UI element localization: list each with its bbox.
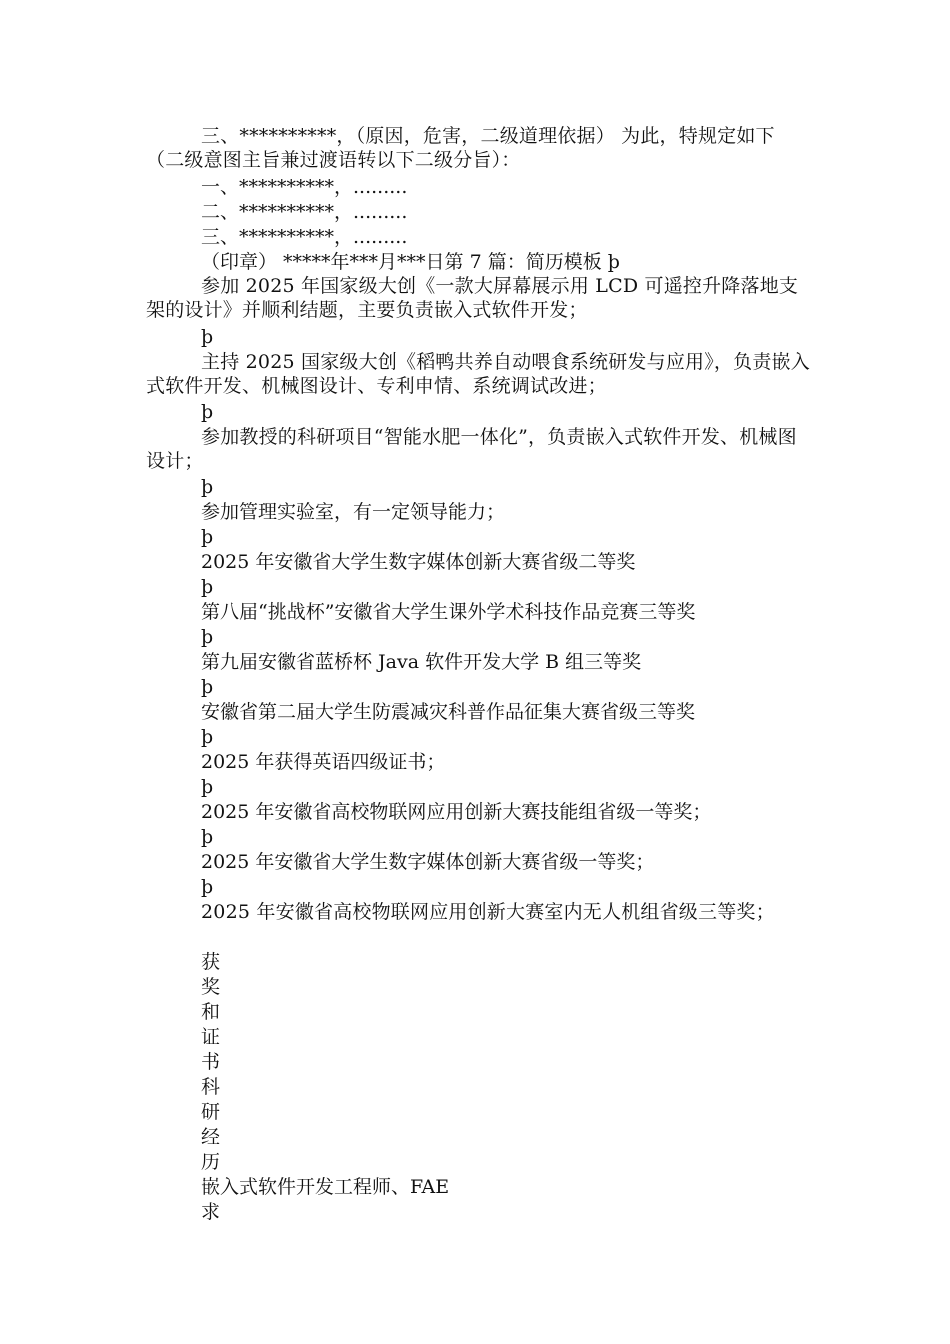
entry-lab: 参加管理实验室，有一定领导能力； <box>201 501 506 523</box>
bullet-marker: þ <box>201 626 214 648</box>
sub-item-3: 三、**********，......... <box>201 226 408 248</box>
vertical-char: 科 <box>201 1076 221 1098</box>
entry-award-5: 2025 年安徽省高校物联网应用创新大赛技能组省级一等奖； <box>201 801 712 823</box>
bullet-marker: þ <box>201 826 214 848</box>
bullet-marker: þ <box>201 726 214 748</box>
bullet-marker: þ <box>201 776 214 798</box>
entry-award-6: 2025 年安徽省大学生数字媒体创新大赛省级一等奖； <box>201 851 655 873</box>
bullet-marker: þ <box>201 676 214 698</box>
vertical-char: 证 <box>201 1026 221 1048</box>
entry-project-2: 主持 2025 国家级大创《稻鸭共养自动喂食系统研发与应用》，负责嵌入式软件开发、机械图设计、专利申情、系统调试改进； <box>146 351 810 397</box>
intro-paragraph: 三、**********，（原因，危害，二级道理依据） 为此，特规定如下（二级意图主旨兼过渡语转以下二级分旨）： <box>146 125 775 171</box>
entry-award-1: 2025 年安徽省大学生数字媒体创新大赛省级二等奖 <box>201 551 636 573</box>
vertical-char: 奖 <box>201 976 221 998</box>
vertical-char: 历 <box>201 1151 221 1173</box>
entry-certificate: 2025 年获得英语四级证书； <box>201 751 446 773</box>
entry-award-7: 2025 年安徽省高校物联网应用创新大赛室内无人机组省级三等奖； <box>201 901 775 923</box>
bullet-marker: þ <box>201 401 214 423</box>
bullet-marker: þ <box>201 576 214 598</box>
entry-award-2: 第八届“挑战杯”安徽省大学生课外学术科技作品竞赛三等奖 <box>201 601 696 623</box>
seal-line: （印章） *****年***月***日第 7 篇：简历模板 þ <box>201 251 620 273</box>
bullet-marker: þ <box>201 326 214 348</box>
entry-project-3: 参加教授的科研项目“智能水肥一体化”，负责嵌入式软件开发、机械图设计； <box>146 426 797 472</box>
bullet-marker: þ <box>201 476 214 498</box>
sub-item-1: 一、**********，......... <box>201 176 408 198</box>
entry-award-4: 安徽省第二届大学生防震减灾科普作品征集大赛省级三等奖 <box>201 701 696 723</box>
sub-item-2: 二、**********，......... <box>201 201 408 223</box>
vertical-char: 书 <box>201 1051 221 1073</box>
entry-award-3: 第九届安徽省蓝桥杯 Java 软件开发大学 B 组三等奖 <box>201 651 642 673</box>
entry-project-1: 参加 2025 年国家级大创《一款大屏幕展示用 LCD 可遥控升降落地支架的设计》并顺利结题，主要负责嵌入式软件开发； <box>146 275 799 321</box>
job-title: 嵌入式软件开发工程师、FAE <box>201 1176 450 1198</box>
vertical-char: 经 <box>201 1126 221 1148</box>
bullet-marker: þ <box>201 526 214 548</box>
vertical-char: 获 <box>201 951 221 973</box>
vertical-char: 研 <box>201 1101 221 1123</box>
vertical-char: 和 <box>201 1001 221 1023</box>
vertical-char: 求 <box>201 1201 221 1223</box>
bullet-marker: þ <box>201 876 214 898</box>
